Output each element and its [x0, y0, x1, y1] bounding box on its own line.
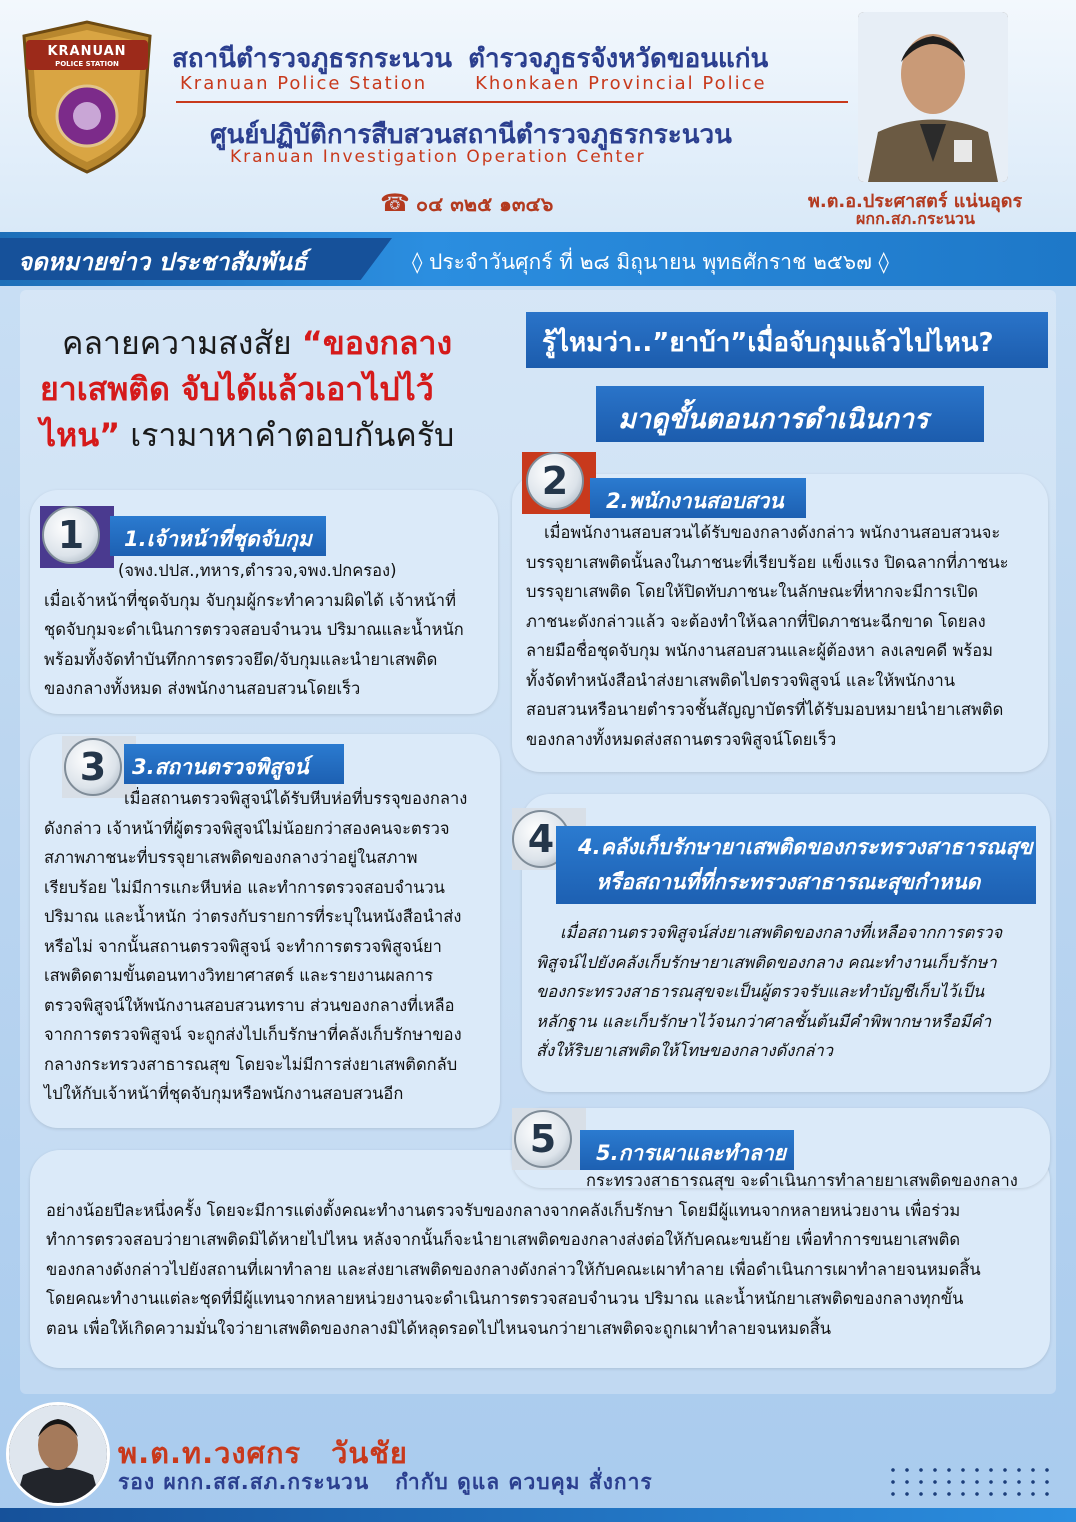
header-divider: [176, 101, 848, 103]
step-3-line: ปริมาณ และน้ำหนัก ว่าตรงกับรายการที่ระบุในหนังสือนำส่ง: [44, 907, 462, 926]
step-title-5: 5.การเผาและทำลาย: [580, 1130, 794, 1170]
step-4-line: เมื่อสถานตรวจพิสูจน์ส่งยาเสพติดของกลางที่เหลือจากการตรวจ: [560, 923, 1003, 942]
police-badge-icon: [14, 16, 160, 176]
badge-text: KRANUAN: [47, 44, 127, 59]
step-1-line: (จพง.ปปส.,ทหาร,ตำรวจ,จพง.ปกครอง): [118, 561, 397, 580]
step-3-line: เสพติดตามขั้นตอนทางวิทยาศาสตร์ และรายงานผลการ: [44, 966, 434, 985]
step-3-line: กลางกระทรวงสาธารณสุข โดยจะไม่มีการส่งยาเสพติดกลับ: [44, 1054, 458, 1074]
step-3-line: ไปให้กับเจ้าหน้าที่ชุดจับกุมหรือพนักงานสอบสวนอีก: [44, 1084, 404, 1103]
step-4-line: ของกระทรวงสาธารณสุขจะเป็นผู้ตรวจรับและทำบัญชีเก็บไว้เป็น: [536, 982, 985, 1001]
step-5-line: ตอน เพื่อให้เกิดความมั่นใจว่ายาเสพติดของกลางมิได้หลุดรอดไปไหนจนกว่ายาเสพติดจะถูกเผาทำลายจนหมดสิ้น: [46, 1318, 832, 1338]
phone-number: [380, 188, 553, 220]
step-number-5: 5: [514, 1110, 572, 1168]
step-3-line: เรียบร้อย ไม่มีการแกะหีบห่อ และทำการตรวจสอบจำนวน: [44, 877, 445, 897]
intro-line1-highlight: “ของกลาง: [301, 324, 453, 362]
step-4-line: หลักฐาน และเก็บรักษาไว้จนกว่าศาลชั้นต้นมีคำพิพากษาหรือมีคำ: [536, 1011, 992, 1031]
intro-line1-plain: คลายความสงสัย: [62, 324, 302, 362]
step-4-title-line-1: 4.คลังเก็บรักษายาเสพติดของกระทรวงสาธารณสุข: [578, 835, 1033, 859]
deputy-name-part-1: พ.ต.ท.วงศกร: [118, 1436, 302, 1470]
banner-date: ◊ ประจำวันศุกร์ ที่ ๒๘ มิถุนายน พุทธศักราช ๒๕๖๗ ◊: [412, 250, 889, 274]
question-title: รู้ไหมว่า..”ยาบ้า”เมื่อจับกุมแล้วไปไหน?: [526, 312, 1048, 368]
step-body-3: [44, 784, 490, 1109]
step-3-line: จากการตรวจพิสูจน์ จะถูกส่งไปเก็บรักษาที่คลังเก็บรักษาของ: [44, 1025, 462, 1044]
step-4-line: พิสูจน์ไปยังคลังเก็บรักษายาเสพติดของกลาง คณะทำงานเก็บรักษา: [536, 952, 997, 972]
step-5-line: กระทรวงสาธารณสุข จะดำเนินการทำลายยาเสพติดของกลาง: [586, 1171, 1018, 1190]
step-1-line: ชุดจับกุมจะดำเนินการตรวจสอบจำนวน ปริมาณและน้ำหนัก: [44, 620, 464, 639]
station-name-english: Kranuan Police Station: [180, 73, 428, 94]
step-5-line: ของกลางดังกล่าวไปยังสถานที่เผาทำลาย และส่งยาเสพติดของกลางดังกล่าวให้กับคณะเผาทำลาย เพื่อดำเนินการเผาทำลายจนหมดสิ้น: [46, 1259, 981, 1279]
step-1-line: เมื่อเจ้าหน้าที่ชุดจับกุม จับกุมผู้กระทำความผิดได้ เจ้าหน้าที่: [44, 590, 456, 610]
phone-icon: ☎: [380, 189, 410, 217]
step-2-line: บรรจุยาเสพติด โดยให้ปิดทับภาชนะในลักษณะที่หากจะมีการเปิด: [526, 582, 979, 601]
step-3-line: ตรวจพิสูจน์ให้พนักงานสอบสวนทราบ ส่วนของกลางที่เหลือ: [44, 995, 455, 1015]
chief-portrait: [858, 12, 1008, 182]
station-title-english: [180, 73, 815, 94]
step-title-2: 2.พนักงานสอบสวน: [590, 478, 806, 518]
intro-line3-plain: เรามาหาคำตอบกันครับ: [120, 416, 455, 454]
step-5-line: อย่างน้อยปีละหนึ่งครั้ง โดยจะมีการแต่งตั้งคณะทำงานตรวจรับของกลางจากคลังเก็บรักษา โดยมีผู้แทนจากหลายหน่วยงาน เพื่อร่วม: [46, 1200, 961, 1220]
step-2-line: ของกลางทั้งหมดส่งสถานตรวจพิสูจน์โดยเร็ว: [526, 729, 837, 749]
header: [0, 0, 1076, 232]
step-body-5: [46, 1166, 1036, 1343]
step-2-line: เมื่อพนักงานสอบสวนได้รับของกลางดังกล่าว พนักงานสอบสวนจะ: [544, 523, 1001, 542]
step-body-4: [536, 918, 1034, 1066]
step-number-1: 1: [42, 506, 100, 564]
chief-name: พ.ต.อ.ประศาสตร์ แน่นอุดร: [808, 191, 1023, 212]
step-3-line: เมื่อสถานตรวจพิสูจน์ได้รับหีบห่อที่บรรจุของกลาง: [124, 789, 468, 808]
phone-text: ๐๔ ๓๒๕ ๑๓๔๖: [415, 192, 554, 216]
step-3-line: สภาพภาชนะที่บรรจุยาเสพติดของกลางว่าอยู่ในสภาพ: [44, 848, 418, 867]
decorative-dots: [886, 1464, 1056, 1504]
step-2-line: ทั้งจัดทำหนังสือนำส่งยาเสพติดไปตรวจพิสูจน์ และให้พนักงาน: [526, 670, 955, 690]
step-4-title-line-2: หรือสถานที่ที่กระทรวงสาธารณะสุขกำหนด: [596, 870, 981, 894]
deputy-name-part-2: วันชัย: [331, 1436, 408, 1470]
step-3-line: หรือไม่ จากนั้นสถานตรวจพิสูจน์ จะทำการตรวจพิสูจน์ยา: [44, 936, 442, 956]
newsletter-banner: [0, 232, 1076, 286]
center-title-thai: ศูนย์ปฏิบัติการสืบสวนสถานีตำรวจภูธรกระนวน: [210, 120, 732, 150]
step-5-line: โดยคณะทำงานแต่ละชุดที่มีผู้แทนจากหลายหน่วยงานจะดำเนินการตรวจสอบจำนวน ปริมาณ และน้ำหนักยาเสพติดของกลางทุกขั้น: [46, 1289, 964, 1308]
step-4-line: สั่งให้ริบยาเสพติดให้โทษของกลางดังกล่าว: [536, 1041, 833, 1060]
step-number-3: 3: [64, 738, 122, 796]
step-2-line: สอบสวนหรือนายตำรวจชั้นสัญญาบัตรที่ได้รับมอบหมายนำยาเสพติด: [526, 700, 1004, 719]
footer-bar: [0, 1508, 1076, 1522]
banner-title: จดหมายข่าว ประชาสัมพันธ์: [18, 248, 307, 276]
step-number-4: 4: [512, 810, 570, 868]
step-number-2: 2: [526, 452, 584, 510]
province-police-thai: ตำรวจภูธรจังหวัดขอนแก่น: [468, 44, 769, 74]
step-title-4: [556, 826, 1036, 904]
intro-line3-highlight: ไหน”: [40, 416, 121, 454]
step-body-2: [526, 518, 1034, 754]
chief-title: ผกก.สภ.กระนวน: [856, 209, 975, 228]
station-name-thai: สถานีตำรวจภูธรกระนวน: [172, 44, 453, 74]
step-title-3: 3.สถานตรวจพิสูจน์: [124, 744, 344, 784]
step-3-line: ดังกล่าว เจ้าหน้าที่ผู้ตรวจพิสูจน์ไม่น้อยกว่าสองคนจะตรวจ: [44, 818, 450, 838]
intro-line2-highlight: ยาเสพติด จับได้แล้วเอาไปไว้: [40, 370, 434, 408]
step-2-line: ภาชนะดังกล่าวแล้ว จะต้องทำให้ฉลากที่ปิดภาชนะฉีกขาด โดยลง: [526, 611, 986, 631]
steps-title: มาดูขั้นตอนการดำเนินการ: [596, 386, 984, 442]
step-2-line: ลายมือชื่อชุดจับกุม พนักงานสอบสวนและผู้ต้องหา ลงเลขคดี พร้อม: [526, 641, 993, 660]
province-police-english: Khonkaen Provincial Police: [475, 73, 767, 94]
step-title-1: 1.เจ้าหน้าที่ชุดจับกุม: [110, 516, 326, 556]
step-2-line: บรรจุยาเสพติดนั้นลงในภาชนะที่เรียบร้อย แข็งแรง ปิดฉลากที่ภาชนะ: [526, 552, 1009, 572]
step-5-line: ทำการตรวจสอบว่ายาเสพติดมิได้หายไปไหน หลังจากนั้นก็จะนำยาเสพติดของกลางส่งต่อให้กับคณะขนย้าย เพื่อทำการขนยาเสพติด: [46, 1230, 961, 1249]
step-1-line: พร้อมทั้งจัดทำบันทึกการตรวจยึด/จับกุมและนำยาเสพติด: [44, 649, 438, 669]
intro-heading: [40, 320, 510, 458]
step-1-line: ของกลางทั้งหมด ส่งพนักงานสอบสวนโดยเร็ว: [44, 679, 361, 698]
deputy-role: [118, 1466, 679, 1499]
deputy-portrait: [6, 1402, 110, 1506]
deputy-position: รอง ผกก.สส.สภ.กระนวน: [118, 1470, 370, 1494]
step-body-1: [44, 556, 490, 704]
badge-subtext: POLICE STATION: [55, 60, 119, 68]
center-title-english: Kranuan Investigation Operation Center: [230, 147, 646, 167]
deputy-duties: กำกับ ดูแล ควบคุม สั่งการ: [395, 1470, 653, 1494]
